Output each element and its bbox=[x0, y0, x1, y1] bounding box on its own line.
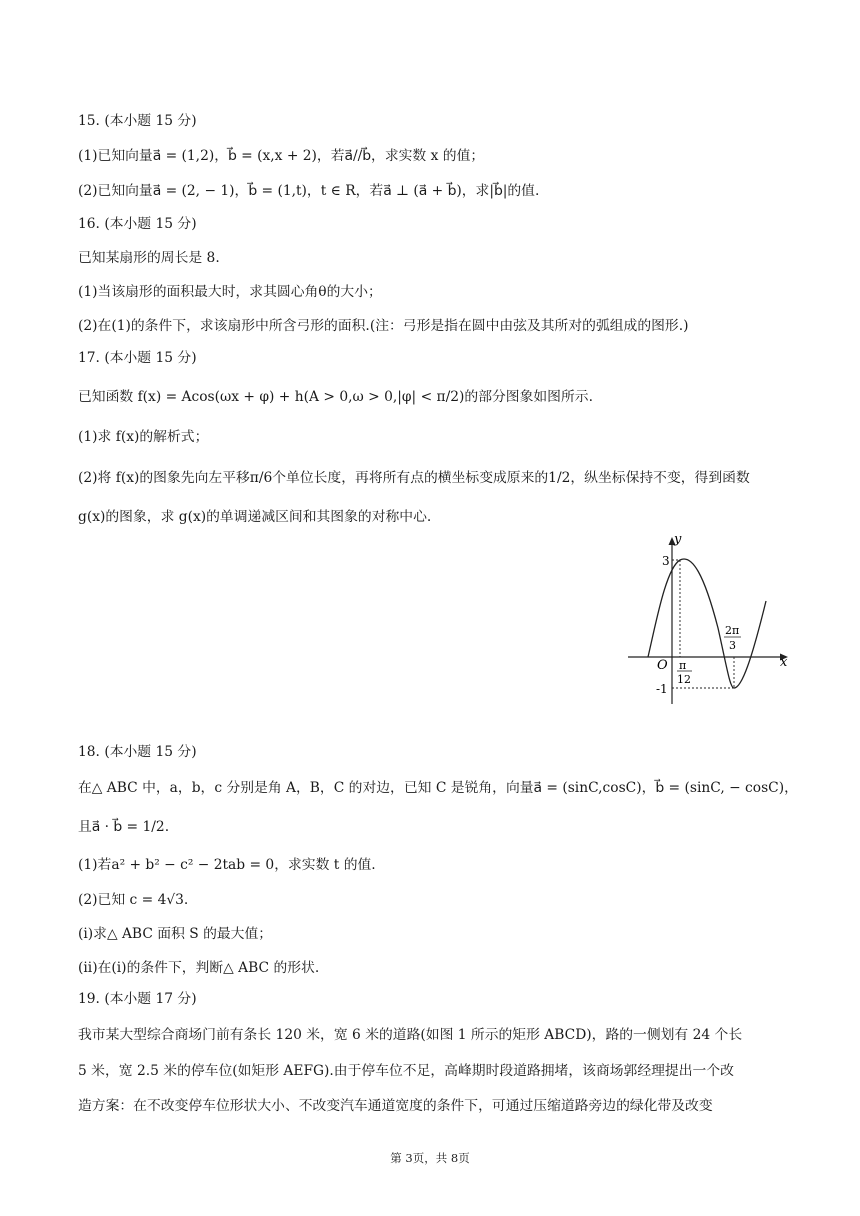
problem-17-part-1: (1)求 f(x)的解析式； bbox=[78, 429, 209, 445]
problem-18-stem-cont: 且a⃗ · b⃗ = 1/2. bbox=[78, 819, 170, 835]
problem-18-part-2: (2)已知 c = 4√3. bbox=[78, 892, 189, 908]
problem-16-title: 16. (本小题 15 分) bbox=[78, 216, 197, 232]
x-tick-pi-12-den: 12 bbox=[677, 673, 691, 686]
problem-19-stem-line-3: 造方案：在不改变停车位形状大小、不改变汽车通道宽度的条件下，可通过压缩道路旁边的绿化带及改变 bbox=[78, 1098, 713, 1114]
function-graph-figure bbox=[626, 528, 796, 708]
x-tick-2pi-3-num: 2π bbox=[725, 624, 740, 637]
problem-15-part-2: (2)已知向量a⃗ = (2, − 1)，b⃗ = (1,t)，t ∈ R，若a⃗ ⊥ (a⃗ + b⃗)，求|b⃗|的值. bbox=[78, 183, 540, 199]
problem-19-stem-line-2: 5 米，宽 2.5 米的停车位(如矩形 AEFG).由于停车位不足，高峰期时段道路拥堵，该商场郭经理提出一个改 bbox=[78, 1063, 734, 1079]
x-tick-pi-12-num: π bbox=[679, 659, 687, 672]
problem-17-part-2-cont: g(x)的图象，求 g(x)的单调递减区间和其图象的对称中心. bbox=[78, 509, 432, 525]
origin-label: O bbox=[657, 658, 668, 673]
problem-18-part-2-i: (i)求△ ABC 面积 S 的最大值； bbox=[78, 926, 273, 942]
problem-16-part-1: (1)当该扇形的面积最大时，求其圆心角θ的大小； bbox=[78, 284, 382, 300]
problem-15-part-1: (1)已知向量a⃗ = (1,2)，b⃗ = (x,x + 2)，若a⃗//b⃗，求实数 x 的值； bbox=[78, 148, 485, 164]
problem-16-part-2: (2)在(1)的条件下，求该扇形中所含弓形的面积.(注：弓形是指在圆中由弦及其所对的弧组成的图形.) bbox=[78, 318, 689, 334]
problem-18-stem: 在△ ABC 中，a，b，c 分别是角 A，B，C 的对边，已知 C 是锐角，向量a⃗ = (sinC,cosC)，b⃗ = (sinC, − cosC)， bbox=[78, 780, 798, 796]
x-tick-2pi-3-den: 3 bbox=[729, 639, 736, 652]
problem-18-part-1: (1)若a² + b² − c² − 2tab = 0，求实数 t 的值. bbox=[78, 857, 376, 873]
function-graph bbox=[626, 528, 796, 708]
problem-18-title: 18. (本小题 15 分) bbox=[78, 744, 197, 760]
problem-16-stem: 已知某扇形的周长是 8. bbox=[78, 250, 220, 266]
problem-17-part-2: (2)将 f(x)的图象先向左平移π/6个单位长度，再将所有点的横坐标变成原来的1/2，纵坐标保持不变，得到函数 bbox=[78, 470, 750, 486]
problem-17-title: 17. (本小题 15 分) bbox=[78, 350, 197, 366]
problem-19-title: 19. (本小题 17 分) bbox=[78, 991, 197, 1007]
problem-17-stem: 已知函数 f(x) = Acos(ωx + φ) + h(A > 0,ω > 0,|φ| < π/2)的部分图象如图所示. bbox=[78, 389, 593, 405]
x-axis-label: x bbox=[780, 655, 788, 670]
problem-19-stem-line-1: 我市某大型综合商场门前有条长 120 米，宽 6 米的道路(如图 1 所示的矩形 ABCD)，路的一侧划有 24 个长 bbox=[78, 1027, 743, 1043]
y-min-label: -1 bbox=[656, 682, 668, 696]
problem-18-part-2-ii: (ii)在(i)的条件下，判断△ ABC 的形状. bbox=[78, 960, 320, 976]
page-footer: 第 3页，共 8页 bbox=[390, 1151, 470, 1165]
y-axis-label: y bbox=[674, 532, 682, 547]
y-max-label: 3 bbox=[662, 554, 670, 568]
problem-15-title: 15. (本小题 15 分) bbox=[78, 113, 197, 129]
